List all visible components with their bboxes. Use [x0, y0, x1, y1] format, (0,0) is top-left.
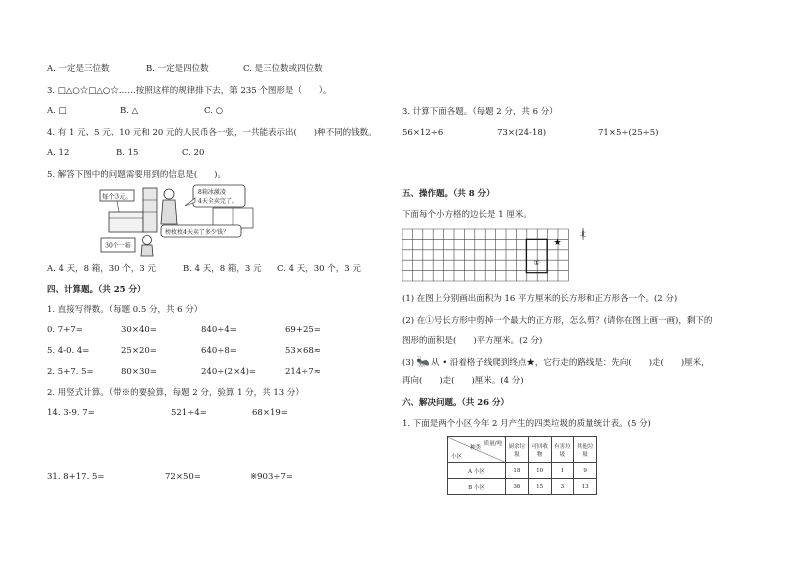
section5-title: 五、操作题。（共 8 分） — [402, 189, 495, 199]
op-q3-line2: 再向( )走( )厘米。(4 分) — [402, 376, 524, 386]
op-q3-prefix: (3) — [402, 358, 415, 368]
vertical-calc-3: 68×19= — [252, 408, 288, 418]
shopkeeper-body — [161, 200, 177, 224]
row-b-recyclable: 15 — [528, 479, 551, 495]
q5-text: 5. 解答下图中的问题需要用到的信息是( )。 — [47, 170, 226, 180]
calc-r2-c2: 25×20= — [121, 346, 157, 356]
header-food-waste: 厨余垃圾 — [506, 437, 529, 463]
freezer — [109, 212, 143, 232]
calc-r3-c2: 80×30= — [121, 367, 157, 377]
right-q3-title: 3. 计算下面各题。（每题 2 分，共 6 分） — [402, 107, 558, 117]
calc-r2-c4: 53×68≈ — [285, 346, 321, 356]
vertical-calc-2: 521÷4= — [171, 408, 207, 418]
right-q3-item-2: 73×(24-18) — [497, 128, 547, 138]
vertical-calc-4: 31. 8+17. 5= — [47, 472, 105, 482]
rectangle-1 — [526, 239, 547, 272]
price-tag-text: 每个3元。 — [101, 192, 133, 201]
corner-bottom-label: 小区 — [451, 454, 463, 460]
op-q2-line1: (2) 在①号长方形中剪掉一个最大的正方形，怎么剪？(请你在图上画一画)，剩下的 — [402, 316, 713, 326]
q5-option-a: A. 4 天，8 箱，30 个，3 元 — [47, 264, 156, 274]
boy-head — [143, 236, 152, 245]
calc-r2-c1: 5. 4-0. 4= — [47, 346, 90, 356]
q4-option-b: B. 15 — [116, 148, 139, 158]
header-hazardous: 有害垃圾 — [551, 437, 574, 463]
right-q3-item-3: 71×5÷(25÷5) — [598, 128, 659, 138]
question-text: 榜枚枚4天卖了多少钱？ — [165, 229, 229, 236]
op-q2-line2: 图形的面积是( )平方厘米。(2 分) — [402, 336, 543, 346]
calc-r1-c3: 840÷4= — [201, 325, 237, 335]
rectangle-1-label: ① — [533, 259, 540, 267]
boy-body — [141, 245, 153, 256]
corner-top-label: 质量/吨 — [483, 441, 502, 447]
row-b-name: B 小区 — [448, 479, 506, 495]
bubble1-line2: 4天全卖完了。 — [198, 198, 238, 205]
calc-r1-c4: 69+25= — [285, 325, 321, 335]
calc-r1-c2: 30×40= — [121, 325, 157, 335]
row-a-food: 18 — [506, 463, 529, 479]
section4-q1-title: 1. 直接写得数。（每题 0.5 分，共 6 分） — [47, 305, 203, 315]
right-q3-item-1: 56×12÷6 — [402, 128, 444, 138]
header-recyclable: 可回收物 — [528, 437, 551, 463]
corner-mid-label: 种类 — [470, 445, 482, 451]
q5-option-c: C. 4 天，30 个，3 元 — [277, 264, 361, 274]
row-b-other: 13 — [574, 479, 597, 495]
table-corner-cell — [448, 437, 506, 463]
north-label: 北 — [579, 231, 587, 238]
shelf — [143, 188, 157, 232]
row-a-hazardous: 1 — [551, 463, 574, 479]
op-q3-line1: 从 • 沿着格子线爬到终点★，它行走的路线是：先向( )走( )厘米， — [431, 358, 710, 368]
table-row — [448, 463, 597, 479]
row-a-recyclable: 10 — [528, 463, 551, 479]
section4-title: 四、计算题。（共 25 分） — [47, 285, 146, 295]
table-row — [448, 479, 597, 495]
row-a-name: A 小区 — [448, 463, 506, 479]
vertical-calc-6: ※903÷7= — [250, 472, 293, 482]
section6-title: 六、解决问题。（共 26 分） — [402, 398, 509, 408]
q2-option-a: A. 一定是三位数 — [47, 64, 110, 74]
row-b-hazardous: 3 — [551, 479, 574, 495]
shop-illustration — [97, 184, 273, 258]
row-a-other: 9 — [574, 463, 597, 479]
ant-icon: 🐜 — [416, 355, 430, 368]
q3-option-c: C. ○ — [204, 106, 224, 116]
square-grid — [402, 226, 588, 286]
vertical-calc-1: 14. 3-9. 7= — [47, 408, 95, 418]
shopkeeper-head — [164, 189, 174, 199]
calc-r3-c3: 240÷(2×4)= — [201, 367, 257, 377]
q4-text: 4. 有 1 元、5 元、10 元和 20 元的人民币各一张，一共能表示出( )种不同的钱数。 — [47, 128, 377, 138]
box-label: 30个一箱 — [105, 242, 131, 250]
header-other: 其他垃圾 — [574, 437, 597, 463]
q2-option-b: B. 一定是四位数 — [146, 64, 209, 74]
calc-r1-c1: 0. 7+7= — [47, 325, 83, 335]
section5-intro: 下面每个小方格的边长是 1 厘米。 — [402, 210, 532, 220]
calc-r2-c3: 640÷8= — [201, 346, 237, 356]
calc-r3-c4: 214÷7≈ — [285, 367, 321, 377]
star-icon: ★ — [553, 238, 562, 248]
garbage-stat-table — [447, 436, 597, 495]
q2-option-c: C. 是三位数或四位数 — [243, 64, 323, 74]
q3-option-a: A. □ — [47, 106, 67, 116]
bubble1-line1: 8箱冰激凌 — [198, 189, 226, 196]
calc-r3-c1: 2. 5+7. 5= — [47, 367, 94, 377]
q5-option-b: B. 4 天，8 箱，3 元 — [183, 264, 262, 274]
q3-option-b: B. △ — [120, 106, 139, 116]
q4-option-c: C. 20 — [182, 148, 205, 158]
op-q1: (1) 在图上分别画出面积为 16 平方厘米的长方形和正方形各一个。(2 分) — [402, 294, 678, 304]
section6-q1: 1. 下面是两个小区今年 2 月产生的四类垃圾的质量统计表。(5 分) — [402, 419, 651, 429]
section4-q2-title: 2. 用竖式计算。（带※的要验算，每题 2 分，验算 1 分，共 13 分） — [47, 388, 304, 398]
q3-text: 3. □△○☆□△○☆……按照这样的规律排下去，第 235 个图形是（ ）。 — [47, 86, 332, 96]
vertical-calc-5: 72×50= — [165, 472, 201, 482]
row-b-food: 36 — [506, 479, 529, 495]
q4-option-a: A. 12 — [47, 148, 70, 158]
